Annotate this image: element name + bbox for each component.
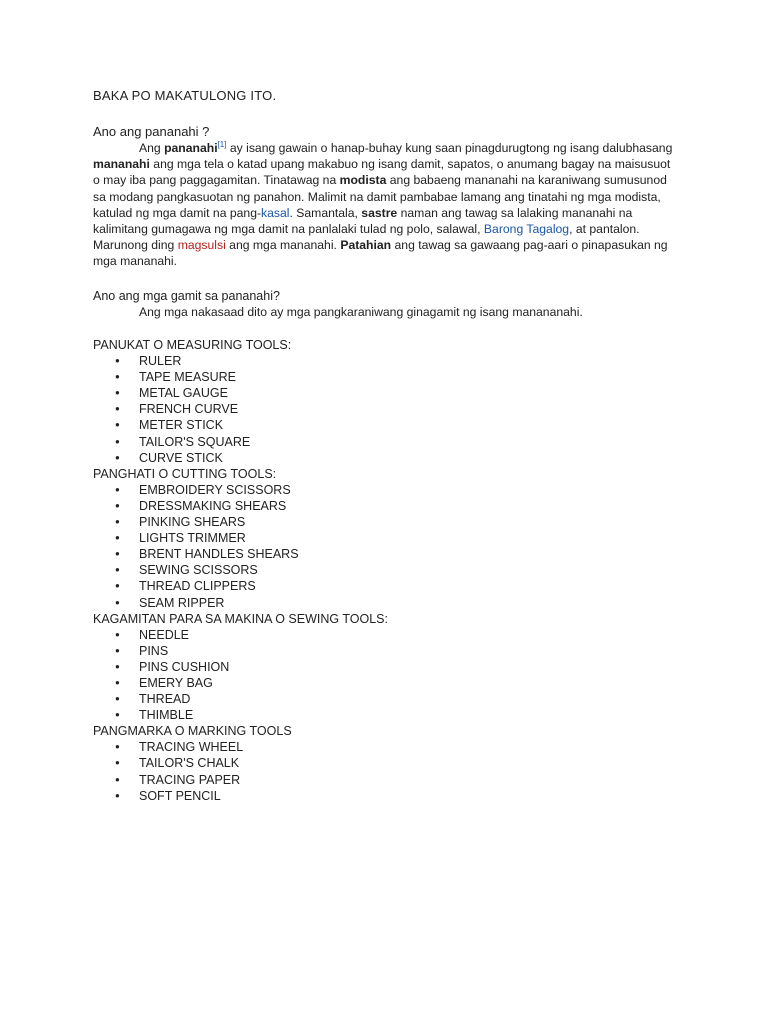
section-subtext: Ang mga nakasaad dito ay mga pangkaraniwang ginagamit ng isang manananahi.	[139, 305, 583, 319]
list-item: ● EMBROIDERY SCISSORS	[93, 482, 693, 498]
list-item: ● SEWING SCISSORS	[93, 562, 693, 578]
document-title: BAKA PO MAKATULONG ITO.	[93, 88, 277, 103]
list-item: ● EMERY BAG	[93, 675, 693, 691]
list-item: ● THREAD	[93, 691, 693, 707]
list-item: ● NEEDLE	[93, 627, 693, 643]
list-item: ● TRACING PAPER	[93, 772, 693, 788]
list-item: ● METAL GAUGE	[93, 385, 693, 401]
term-pananahi: pananahi	[164, 141, 218, 155]
list-item: ● TAPE MEASURE	[93, 369, 693, 385]
list-item: ● PINKING SHEARS	[93, 514, 693, 530]
paragraph-pananahi: Ang pananahi[1] ay isang gawain o hanap-buhay kung saan pinagdurugtong ng isang dalubhasang mananahi ang mga tela o katad upang makabuo ng isang damit, sapatos, o anumang bagay na maisusuot o may iba pang paggagamitan. Tinatawag na modista ang babaeng mananahi na karaniwang sumusunod sa modang pangkasuotan ng panahon. Malimit na damit pambabae lamang ang tinatahi ng mga modista, katulad ng mga damit na pang-kasal. Samantala, sastre naman ang tawag sa lalaking mananahi na kalimitang gumagawa ng mga damit na panlalaki tulad ng polo, salawal, Barong Tagalog, at pantalon. Marunong ding magsulsi ang mga mananahi. Patahian ang tawag sa gawaang pag-aari o pinapasukan ng mga mananahi.	[93, 140, 673, 269]
list-item: ● FRENCH CURVE	[93, 401, 693, 417]
list-item: ● PINS	[93, 643, 693, 659]
tool-lists	[93, 337, 693, 804]
list-item: ● THIMBLE	[93, 707, 693, 723]
list-item: ● TRACING WHEEL	[93, 739, 693, 755]
list-item: ● BRENT HANDLES SHEARS	[93, 546, 693, 562]
section-heading-pananahi: Ano ang pananahi ?	[93, 124, 210, 139]
list-item: ● SEAM RIPPER	[93, 595, 693, 611]
term-modista: modista	[339, 173, 387, 188]
link-magsulsi[interactable]: magsulsi	[177, 238, 226, 253]
list-item: ● TAILOR'S CHALK	[93, 755, 693, 771]
category-sewing-title: KAGAMITAN PARA SA MAKINA O SEWING TOOLS:	[93, 611, 388, 626]
link-kasal[interactable]: kasal	[261, 205, 290, 220]
list-item: ● TAILOR'S SQUARE	[93, 434, 693, 450]
term-patahian: Patahian	[340, 238, 392, 253]
term-mananahi: mananahi	[93, 157, 150, 172]
list-item: ● RULER	[93, 353, 693, 369]
list-item: ● LIGHTS TRIMMER	[93, 530, 693, 546]
link-barong-tagalog[interactable]: Barong Tagalog	[483, 222, 570, 237]
list-item: ● SOFT PENCIL	[93, 788, 693, 804]
term-sastre: sastre	[361, 205, 398, 220]
list-item: ● THREAD CLIPPERS	[93, 578, 693, 594]
category-cutting-title: PANGHATI O CUTTING TOOLS:	[93, 466, 277, 481]
list-item: ● DRESSMAKING SHEARS	[93, 498, 693, 514]
list-item: ● CURVE STICK	[93, 450, 693, 466]
category-measuring-title: PANUKAT O MEASURING TOOLS:	[93, 338, 292, 352]
category-marking-title: PANGMARKA O MARKING TOOLS	[93, 724, 292, 739]
section-heading-gamit: Ano ang mga gamit sa pananahi?	[93, 289, 280, 303]
list-item: ● METER STICK	[93, 417, 693, 433]
footnote-link[interactable]: [1]	[217, 140, 227, 149]
list-item: ● PINS CUSHION	[93, 659, 693, 675]
